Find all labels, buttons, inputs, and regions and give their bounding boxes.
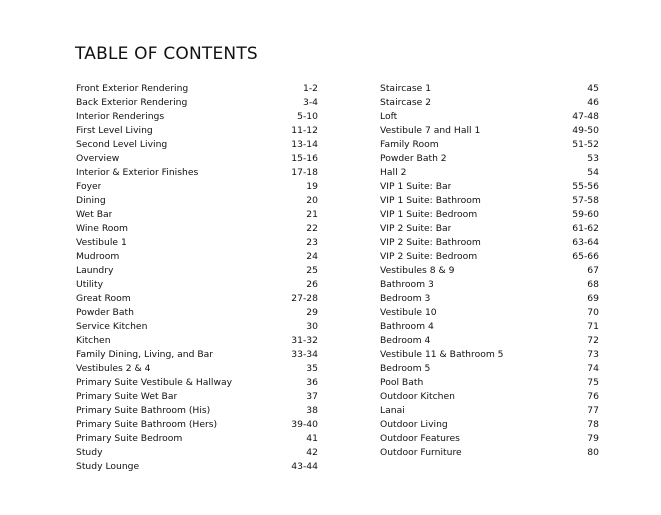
toc-entry[interactable] (76, 124, 318, 138)
toc-entry-label: Pool Bath (380, 377, 424, 388)
toc-left-column (76, 82, 318, 474)
toc-entry[interactable] (76, 278, 318, 292)
toc-entry-page: 26 (306, 279, 318, 290)
toc-entry-label: Wine Room (76, 223, 128, 234)
toc-entry-label: Powder Bath (76, 307, 134, 318)
toc-entry[interactable] (380, 418, 599, 432)
toc-entry-label: Front Exterior Rendering (76, 83, 189, 94)
toc-entry[interactable] (380, 264, 599, 278)
toc-entry[interactable] (380, 138, 599, 152)
toc-entry-page: 46 (587, 97, 599, 108)
toc-entry-label: Outdoor Furniture (380, 447, 462, 458)
toc-entry-page: 61-62 (572, 223, 599, 234)
toc-entry-page: 78 (587, 419, 599, 430)
toc-entry-page: 1-2 (302, 83, 318, 94)
toc-entry-page: 20 (306, 195, 318, 206)
toc-entry[interactable] (76, 110, 318, 124)
toc-entry[interactable] (76, 292, 318, 306)
toc-entry-label: Bathroom 3 (380, 279, 434, 290)
toc-entry-page: 54 (587, 167, 599, 178)
toc-entry[interactable] (76, 82, 318, 96)
toc-entry-label: Back Exterior Rendering (76, 97, 188, 108)
toc-entry-label: VIP 1 Suite: Bedroom (380, 209, 478, 220)
toc-entry-label: Vestibule 7 and Hall 1 (380, 125, 481, 136)
toc-entry[interactable] (380, 404, 599, 418)
toc-entry-label: Lanai (380, 405, 405, 416)
toc-entry-page: 33-34 (291, 349, 318, 360)
toc-entry[interactable] (76, 236, 318, 250)
toc-entry-label: Outdoor Kitchen (380, 391, 455, 402)
toc-entry[interactable] (380, 306, 599, 320)
toc-entry[interactable] (380, 250, 599, 264)
toc-entry-page: 3-4 (302, 97, 318, 108)
toc-entry-label: VIP 2 Suite: Bathroom (380, 237, 481, 248)
toc-entry[interactable] (380, 194, 599, 208)
toc-entry-label: Utility (76, 279, 104, 290)
toc-entry-page: 76 (587, 391, 599, 402)
toc-entry-label: First Level Living (76, 125, 153, 136)
toc-entry-label: Study Lounge (76, 461, 140, 472)
toc-entry-page: 73 (587, 349, 599, 360)
toc-entry-page: 77 (587, 405, 599, 416)
toc-entry-label: Primary Suite Wet Bar (76, 391, 178, 402)
toc-entry-label: Powder Bath 2 (380, 153, 447, 164)
toc-entry-label: Vestibules 8 & 9 (380, 265, 455, 276)
toc-entry-label: Primary Suite Vestibule & Hallway (76, 377, 233, 388)
toc-entry[interactable] (380, 446, 599, 460)
toc-entry-label: Family Dining, Living, and Bar (76, 349, 214, 360)
toc-entry[interactable] (76, 152, 318, 166)
toc-entry[interactable] (76, 460, 318, 474)
toc-entry[interactable] (76, 432, 318, 446)
toc-entry-page: 38 (306, 405, 318, 416)
toc-entry-page: 80 (587, 447, 599, 458)
toc-entry-page: 75 (587, 377, 599, 388)
toc-entry-label: VIP 2 Suite: Bedroom (380, 251, 478, 262)
toc-entry[interactable] (76, 334, 318, 348)
toc-entry-label: Staircase 2 (380, 97, 432, 108)
toc-entry-page: 21 (306, 209, 318, 220)
toc-entry-label: Staircase 1 (380, 83, 432, 94)
toc-entry-page: 68 (587, 279, 599, 290)
toc-entry-page: 57-58 (572, 195, 599, 206)
toc-entry[interactable] (76, 264, 318, 278)
toc-entry-page: 27-28 (291, 293, 318, 304)
toc-entry-label: Dining (76, 195, 106, 206)
toc-entry-label: Bedroom 5 (380, 363, 431, 374)
toc-entry[interactable] (76, 250, 318, 264)
toc-entry-label: Interior Renderings (76, 111, 165, 122)
toc-entry-page: 72 (587, 335, 599, 346)
toc-entry[interactable] (76, 404, 318, 418)
toc-entry[interactable] (76, 306, 318, 320)
toc-entry-page: 5-10 (297, 111, 318, 122)
toc-entry-label: VIP 1 Suite: Bathroom (380, 195, 481, 206)
toc-entry-label: Primary Suite Bedroom (76, 433, 183, 444)
toc-entry[interactable] (380, 362, 599, 376)
toc-entry-page: 49-50 (572, 125, 599, 136)
toc-entry-label: Vestibule 11 & Bathroom 5 (380, 349, 504, 360)
toc-entry-label: VIP 2 Suite: Bar (380, 223, 452, 234)
toc-entry[interactable] (76, 180, 318, 194)
toc-entry-label: Family Room (380, 139, 439, 150)
toc-entry-page: 79 (587, 433, 599, 444)
toc-entry-label: Bedroom 3 (380, 293, 431, 304)
toc-entry-page: 43-44 (291, 461, 318, 472)
toc-entry-label: Foyer (76, 181, 102, 192)
toc-entry-page: 70 (587, 307, 599, 318)
toc-entry[interactable] (76, 208, 318, 222)
toc-entry[interactable] (76, 222, 318, 236)
toc-entry-page: 30 (306, 321, 318, 332)
toc-right-column (380, 82, 599, 460)
toc-entry-page: 39-40 (291, 419, 318, 430)
toc-entry[interactable] (380, 432, 599, 446)
toc-entry[interactable] (380, 222, 599, 236)
toc-entry-page: 36 (306, 377, 318, 388)
toc-entry-page: 55-56 (572, 181, 599, 192)
toc-entry-label: Bedroom 4 (380, 335, 431, 346)
toc-entry-label: Vestibule 1 (76, 237, 127, 248)
toc-entry[interactable] (380, 152, 599, 166)
toc-entry-label: Overview (76, 153, 120, 164)
toc-entry-page: 67 (587, 265, 599, 276)
toc-entry-page: 35 (306, 363, 318, 374)
toc-entry-label: Hall 2 (380, 167, 407, 178)
toc-entry-page: 69 (587, 293, 599, 304)
toc-entry-label: Primary Suite Bathroom (His) (76, 405, 211, 416)
toc-entry-label: Study (76, 447, 103, 458)
toc-entry[interactable] (380, 376, 599, 390)
toc-entry-page: 42 (306, 447, 318, 458)
toc-entry-page: 71 (587, 321, 599, 332)
toc-entry-label: Wet Bar (76, 209, 113, 220)
toc-entry-label: Service Kitchen (76, 321, 148, 332)
toc-entry-label: Vestibules 2 & 4 (76, 363, 151, 374)
toc-entry-page: 37 (306, 391, 318, 402)
toc-entry-page: 11-12 (291, 125, 318, 136)
toc-entry[interactable] (380, 334, 599, 348)
page-title: TABLE OF CONTENTS (75, 44, 258, 64)
toc-entry[interactable] (76, 376, 318, 390)
toc-entry-page: 17-18 (291, 167, 318, 178)
toc-entry[interactable] (380, 278, 599, 292)
toc-entry[interactable] (76, 166, 318, 180)
toc-entry-page: 24 (306, 251, 318, 262)
toc-entry-label: Bathroom 4 (380, 321, 434, 332)
toc-entry-label: Vestibule 10 (380, 307, 437, 318)
toc-entry-page: 45 (587, 83, 599, 94)
toc-entry[interactable] (76, 96, 318, 110)
toc-entry[interactable] (380, 208, 599, 222)
toc-entry-label: Mudroom (76, 251, 120, 262)
toc-entry[interactable] (380, 390, 599, 404)
toc-entry[interactable] (76, 320, 318, 334)
toc-entry-page: 31-32 (291, 335, 318, 346)
toc-entry[interactable] (380, 320, 599, 334)
toc-entry[interactable] (380, 180, 599, 194)
toc-entry-page: 15-16 (291, 153, 318, 164)
toc-entry-page: 41 (306, 433, 318, 444)
toc-entry-page: 25 (306, 265, 318, 276)
toc-entry[interactable] (380, 236, 599, 250)
toc-entry-label: Loft (380, 111, 398, 122)
toc-entry-label: Outdoor Living (380, 419, 448, 430)
toc-entry-label: Outdoor Features (380, 433, 460, 444)
toc-entry[interactable] (76, 362, 318, 376)
toc-entry-page: 51-52 (572, 139, 599, 150)
toc-entry[interactable] (76, 446, 318, 460)
toc-entry[interactable] (76, 390, 318, 404)
toc-entry[interactable] (76, 348, 318, 362)
toc-entry-page: 22 (306, 223, 318, 234)
toc-entry-page: 59-60 (572, 209, 599, 220)
toc-entry[interactable] (380, 96, 599, 110)
toc-entry-page: 19 (306, 181, 318, 192)
toc-entry-page: 65-66 (572, 251, 599, 262)
toc-entry-page: 47-48 (572, 111, 599, 122)
toc-entry-page: 13-14 (291, 139, 318, 150)
toc-entry-page: 74 (587, 363, 599, 374)
toc-entry-label: Laundry (76, 265, 114, 276)
toc-entry[interactable] (380, 348, 599, 362)
toc-entry-label: Second Level Living (76, 139, 168, 150)
toc-entry[interactable] (380, 166, 599, 180)
toc-entry[interactable] (76, 194, 318, 208)
toc-entry[interactable] (76, 138, 318, 152)
toc-entry-label: Kitchen (76, 335, 111, 346)
toc-entry-page: 63-64 (572, 237, 599, 248)
toc-entry[interactable] (76, 418, 318, 432)
toc-entry-page: 23 (306, 237, 318, 248)
toc-entry[interactable] (380, 110, 599, 124)
toc-entry[interactable] (380, 82, 599, 96)
toc-entry-label: VIP 1 Suite: Bar (380, 181, 452, 192)
toc-entry-label: Great Room (76, 293, 131, 304)
toc-entry-page: 53 (587, 153, 599, 164)
toc-entry-page: 29 (306, 307, 318, 318)
toc-entry-label: Interior & Exterior Finishes (76, 167, 199, 178)
toc-entry-label: Primary Suite Bathroom (Hers) (76, 419, 218, 430)
toc-entry[interactable] (380, 292, 599, 306)
toc-entry[interactable] (380, 124, 599, 138)
